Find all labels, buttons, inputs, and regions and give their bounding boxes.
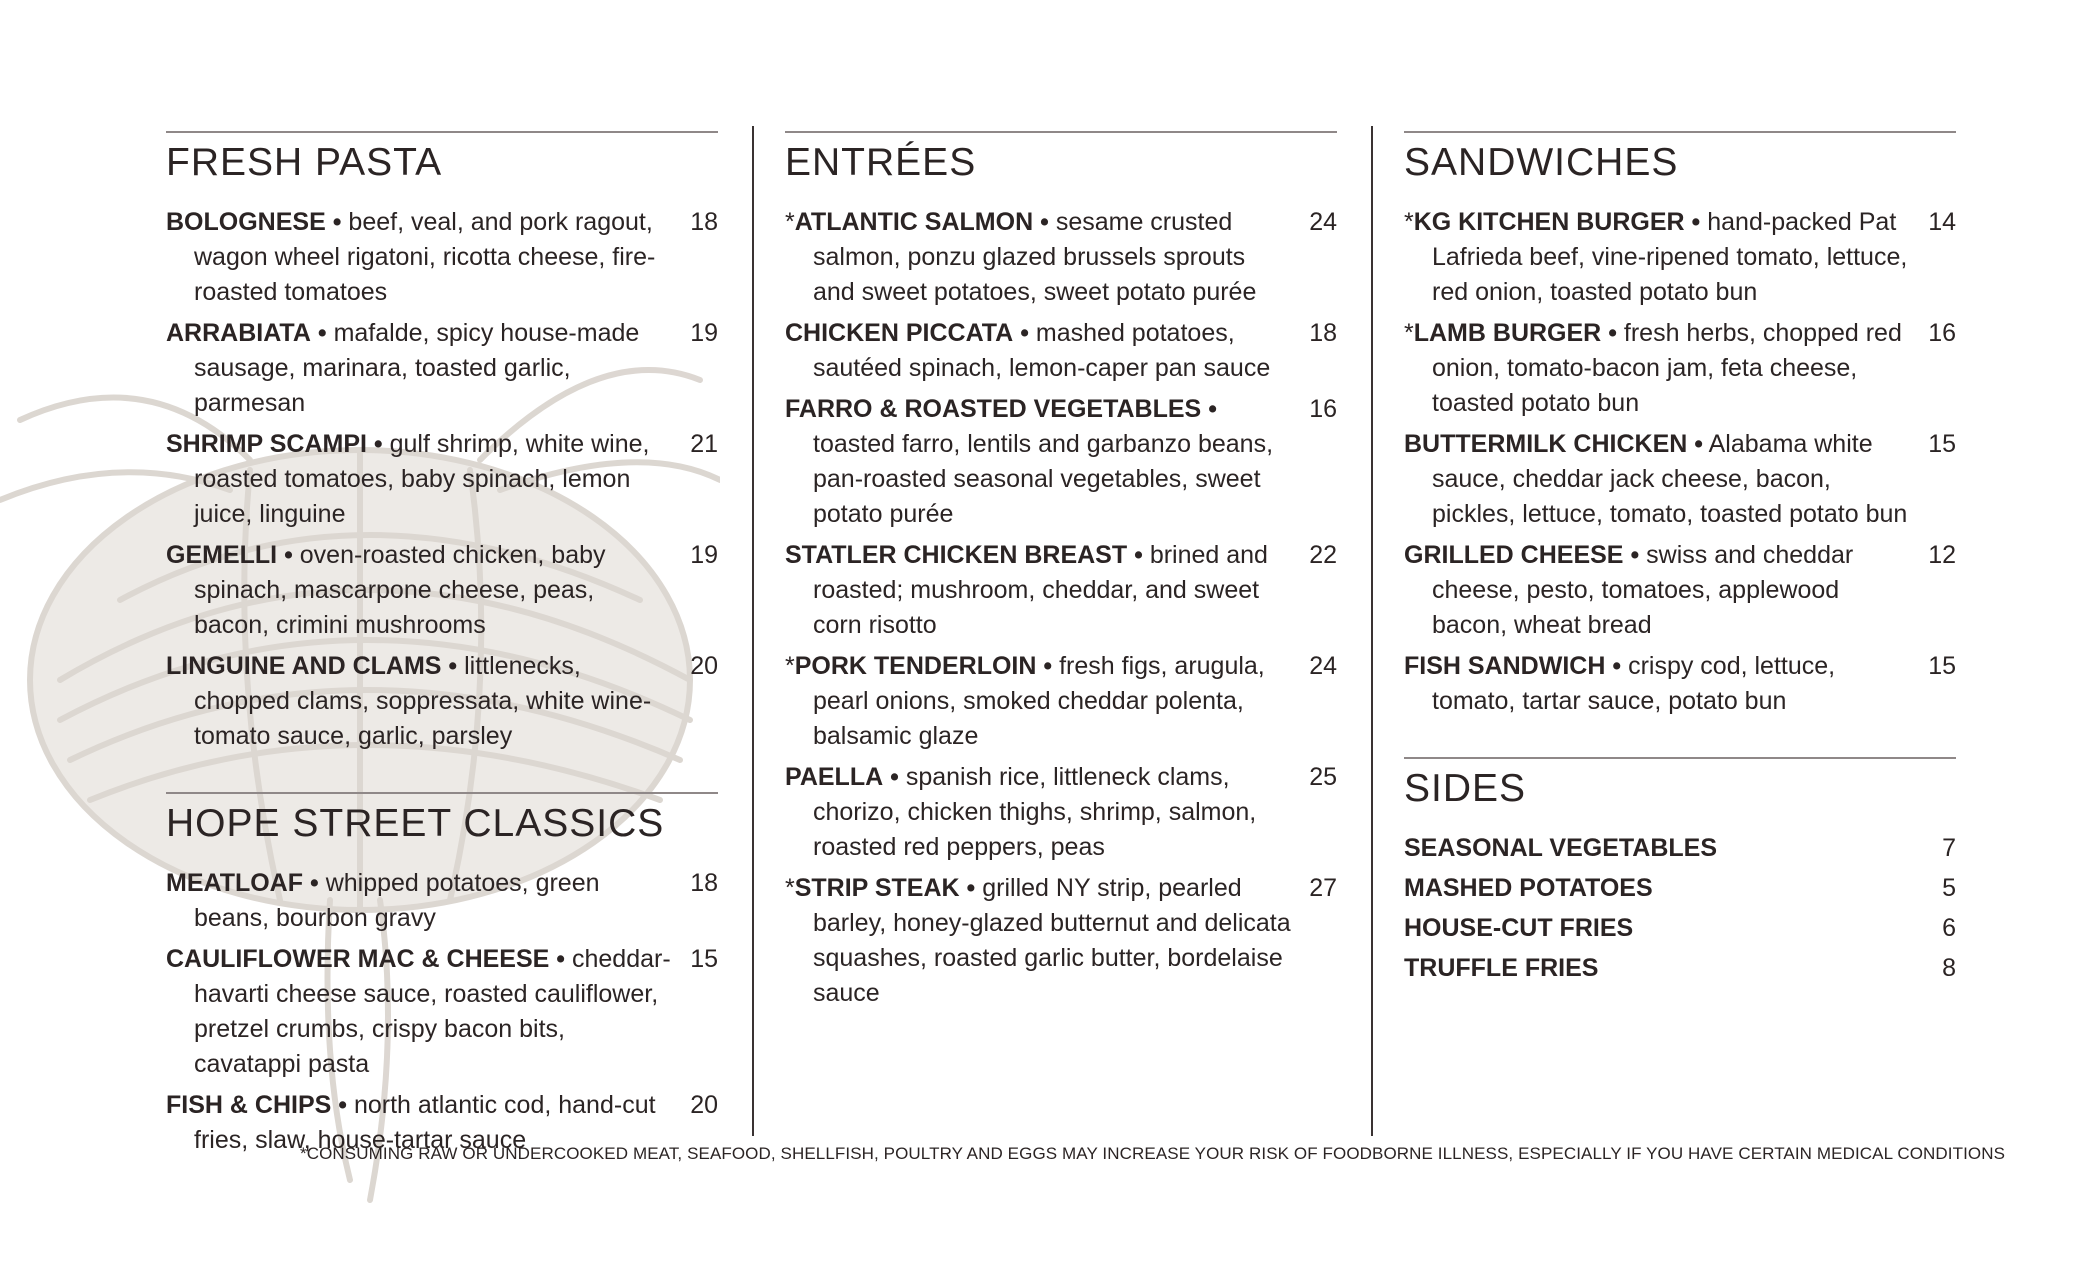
- item-text: [785, 392, 1293, 532]
- bullet-separator: •: [309, 869, 319, 897]
- item-price: 21: [690, 430, 718, 458]
- item-price: 18: [690, 208, 718, 236]
- item-name: BUTTERMILK CHICKEN: [1404, 430, 1688, 458]
- item-name: MASHED POTATOES: [1404, 874, 1653, 902]
- bullet-separator: •: [448, 652, 458, 680]
- menu-item: [1404, 538, 1956, 643]
- side-item: [1404, 951, 1956, 986]
- menu-section-sides: [1404, 757, 1956, 986]
- menu-item: [785, 871, 1337, 1011]
- item-text: [785, 760, 1293, 865]
- bullet-separator: •: [1134, 541, 1143, 569]
- item-price: 6: [1942, 914, 1956, 942]
- item-text: [1404, 316, 1912, 421]
- menu-section-sandwiches: [1404, 131, 1956, 719]
- item-description: toasted farro, lentils and garbanzo beans, pan-roasted seasonal vegetables, sweet potato purée: [813, 430, 1274, 528]
- item-description: spanish rice, littleneck clams, chorizo, chicken thighs, shrimp, salmon, roasted red peppers, peas: [813, 763, 1257, 861]
- raw-item-asterisk: *: [785, 874, 795, 902]
- item-price: 19: [690, 319, 718, 347]
- item-price: 16: [1309, 395, 1337, 423]
- menu-item: [166, 649, 718, 754]
- item-name: STRIP STEAK: [794, 874, 960, 902]
- raw-item-asterisk: *: [785, 652, 795, 680]
- menu-item: [166, 316, 718, 421]
- bullet-separator: •: [1040, 208, 1049, 236]
- bullet-separator: •: [332, 208, 342, 236]
- item-price: 27: [1309, 874, 1337, 902]
- menu-item: [166, 538, 718, 643]
- item-description: fresh herbs, chopped red onion, tomato-bacon jam, feta cheese, toasted potato bun: [1432, 319, 1902, 417]
- bullet-separator: •: [556, 945, 566, 973]
- bullet-separator: •: [966, 874, 976, 902]
- item-name: TRUFFLE FRIES: [1404, 954, 1599, 982]
- menu-item: [1404, 316, 1956, 421]
- section-title: SANDWICHES: [1404, 141, 1679, 184]
- bullet-separator: •: [317, 319, 327, 347]
- item-name: ATLANTIC SALMON: [794, 208, 1034, 236]
- menu-column-left: [166, 131, 718, 1164]
- menu-item: [1404, 205, 1956, 310]
- menu-section-entr-es: [785, 131, 1337, 1011]
- menu-item: [166, 427, 718, 532]
- side-item: [1404, 911, 1956, 946]
- bullet-separator: •: [1208, 395, 1217, 423]
- item-price: 20: [690, 652, 718, 680]
- item-price: 24: [1309, 208, 1337, 236]
- item-description: mashed potatoes, sautéed spinach, lemon-caper pan sauce: [813, 319, 1271, 382]
- item-description: cheddar-havarti cheese sauce, roasted cauliflower, pretzel crumbs, crispy bacon bits, cavatappi pasta: [194, 945, 671, 1078]
- item-text: [1404, 649, 1912, 719]
- column-divider: [752, 126, 754, 1136]
- side-item: [1404, 831, 1956, 866]
- item-text: [785, 205, 1293, 310]
- item-text: [1404, 538, 1912, 643]
- bullet-separator: •: [338, 1091, 348, 1119]
- menu-item: [166, 866, 718, 936]
- item-description: brined and roasted; mushroom, cheddar, and sweet corn risotto: [813, 541, 1268, 639]
- item-name: GRILLED CHEESE: [1404, 541, 1624, 569]
- item-text: [785, 649, 1293, 754]
- item-name: STATLER CHICKEN BREAST: [785, 541, 1128, 569]
- item-description: swiss and cheddar cheese, pesto, tomatoes, applewood bacon, wheat bread: [1432, 541, 1854, 639]
- item-price: 12: [1928, 541, 1956, 569]
- menu-item: [166, 205, 718, 310]
- item-price: 15: [690, 945, 718, 973]
- item-name: LAMB BURGER: [1413, 319, 1602, 347]
- item-price: 20: [690, 1091, 718, 1119]
- foodborne-illness-disclaimer: *CONSUMING RAW OR UNDERCOOKED MEAT, SEAFOOD, SHELLFISH, POULTRY AND EGGS MAY INCREASE YOUR RISK OF FOODBORNE ILLNESS, ESPECIALLY IF YOU HAVE CERTAIN MEDICAL CONDITIONS: [300, 1144, 2006, 1163]
- menu-item: [785, 316, 1337, 386]
- item-price: 16: [1928, 319, 1956, 347]
- item-text: [166, 427, 674, 532]
- bullet-separator: •: [1608, 319, 1617, 347]
- bullet-separator: •: [284, 541, 293, 569]
- bullet-separator: •: [1020, 319, 1029, 347]
- raw-item-asterisk: *: [1404, 208, 1414, 236]
- item-description: crispy cod, lettuce, tomato, tartar sauce, potato bun: [1432, 652, 1836, 715]
- item-name: LINGUINE AND CLAMS: [166, 652, 442, 680]
- item-text: [166, 866, 674, 936]
- item-name: SEASONAL VEGETABLES: [1404, 834, 1718, 862]
- item-name: SHRIMP SCAMPI: [166, 430, 367, 458]
- item-name: KG KITCHEN BURGER: [1413, 208, 1685, 236]
- menu-section-fresh-pasta: [166, 131, 718, 754]
- item-text: [166, 538, 674, 643]
- side-item: [1404, 871, 1956, 906]
- item-description: beef, veal, and pork ragout, wagon wheel rigatoni, ricotta cheese, fire-roasted tomatoes: [194, 208, 656, 306]
- menu-item: [1404, 427, 1956, 532]
- item-description: gulf shrimp, white wine, roasted tomatoes, baby spinach, lemon juice, linguine: [194, 430, 650, 528]
- item-text: [1404, 205, 1912, 310]
- menu-column-middle: [785, 131, 1337, 1017]
- bullet-separator: •: [1043, 652, 1053, 680]
- menu-item: [1404, 649, 1956, 719]
- item-price: 5: [1942, 874, 1956, 902]
- item-name: FARRO & ROASTED VEGETABLES: [785, 395, 1202, 423]
- item-name: CAULIFLOWER MAC & CHEESE: [166, 945, 550, 973]
- item-description: littlenecks, chopped clams, soppressata, white wine-tomato sauce, garlic, parsley: [194, 652, 652, 750]
- bullet-separator: •: [890, 763, 899, 791]
- item-description: fresh figs, arugula, pearl onions, smoked cheddar polenta, balsamic glaze: [813, 652, 1265, 750]
- item-description: Alabama white sauce, cheddar jack cheese, bacon, pickles, lettuce, tomato, toasted potato bun: [1432, 430, 1908, 528]
- menu-item: [785, 205, 1337, 310]
- item-description: sesame crusted salmon, ponzu glazed brussels sprouts and sweet potatoes, sweet potato purée: [813, 208, 1257, 306]
- bullet-separator: •: [1612, 652, 1622, 680]
- menu-item: [785, 649, 1337, 754]
- item-description: grilled NY strip, pearled barley, honey-glazed butternut and delicata squashes, roasted garlic butter, bordelaise sauce: [813, 874, 1291, 1007]
- menu-item: [785, 538, 1337, 643]
- item-text: [785, 316, 1293, 386]
- section-title: ENTRÉES: [785, 141, 977, 184]
- item-name: PORK TENDERLOIN: [794, 652, 1037, 680]
- section-title: SIDES: [1404, 767, 1527, 810]
- item-price: 24: [1309, 652, 1337, 680]
- item-description: north atlantic cod, hand-cut fries, slaw, house-tartar sauce: [194, 1091, 656, 1154]
- bullet-separator: •: [1694, 430, 1704, 458]
- item-name: FISH & CHIPS: [166, 1091, 332, 1119]
- item-text: [1404, 427, 1912, 532]
- item-name: MEATLOAF: [166, 869, 304, 897]
- item-price: 18: [1309, 319, 1337, 347]
- bullet-separator: •: [1691, 208, 1701, 236]
- menu-item: [785, 392, 1337, 532]
- item-text: [166, 316, 674, 421]
- item-price: 19: [690, 541, 718, 569]
- item-price: 25: [1309, 763, 1337, 791]
- item-price: 22: [1309, 541, 1337, 569]
- raw-item-asterisk: *: [785, 208, 795, 236]
- item-description: whipped potatoes, green beans, bourbon gravy: [194, 869, 600, 932]
- item-name: FISH SANDWICH: [1404, 652, 1606, 680]
- item-description: mafalde, spicy house-made sausage, marinara, toasted garlic, parmesan: [194, 319, 640, 417]
- item-text: [166, 942, 674, 1082]
- column-divider: [1371, 126, 1373, 1136]
- section-title: FRESH PASTA: [166, 141, 443, 184]
- item-price: 7: [1942, 834, 1956, 862]
- item-price: 15: [1928, 430, 1956, 458]
- item-description: oven-roasted chicken, baby spinach, mascarpone cheese, peas, bacon, crimini mushrooms: [194, 541, 606, 639]
- item-price: 8: [1942, 954, 1956, 982]
- raw-item-asterisk: *: [1404, 319, 1414, 347]
- menu-item: [166, 942, 718, 1082]
- menu-item: [785, 760, 1337, 865]
- item-text: [785, 538, 1293, 643]
- item-text: [166, 205, 674, 310]
- bullet-separator: •: [1630, 541, 1640, 569]
- menu-section-hope-street-classics: [166, 792, 718, 1158]
- item-price: 18: [690, 869, 718, 897]
- item-text: [166, 649, 674, 754]
- item-price: 15: [1928, 652, 1956, 680]
- bullet-separator: •: [373, 430, 383, 458]
- item-price: 14: [1928, 208, 1956, 236]
- item-name: CHICKEN PICCATA: [785, 319, 1014, 347]
- menu-column-right: [1404, 131, 1956, 991]
- section-title: HOPE STREET CLASSICS: [166, 802, 665, 845]
- item-text: [785, 871, 1293, 1011]
- item-description: hand-packed Pat Lafrieda beef, vine-ripened tomato, lettuce, red onion, toasted potato bun: [1432, 208, 1908, 306]
- item-name: ARRABIATA: [166, 319, 311, 347]
- item-name: GEMELLI: [166, 541, 278, 569]
- item-name: PAELLA: [785, 763, 884, 791]
- item-name: HOUSE-CUT FRIES: [1404, 914, 1634, 942]
- item-name: BOLOGNESE: [166, 208, 326, 236]
